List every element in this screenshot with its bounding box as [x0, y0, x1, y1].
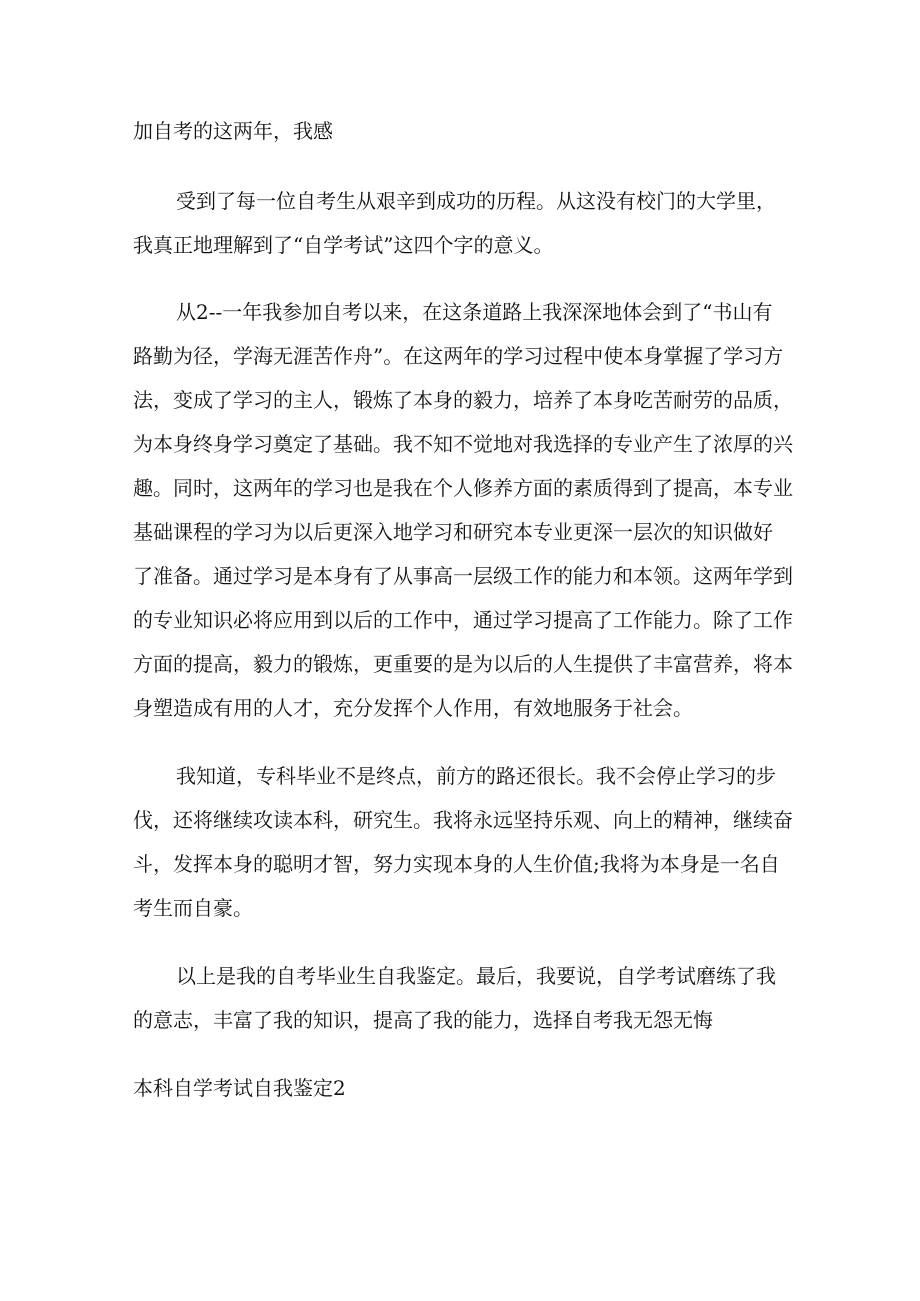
text-line: 伐，还将继续攻读本科，研究生。我将永远坚持乐观、向上的精神，继续奋: [133, 808, 793, 832]
text-line: 加自考的这两年，我感: [133, 119, 333, 143]
text-line: 了准备。通过学习是本身有了从事高一层级工作的能力和本领。这两年学到: [133, 564, 793, 588]
text-line: 的专业知识必将应用到以后的工作中，通过学习提高了工作能力。除了工作: [133, 608, 793, 632]
text-line: 从2--一年我参加自考以来，在这条道路上我深深地体会到了“书山有: [176, 300, 773, 324]
text-line: 受到了每一位自考生从艰辛到成功的历程。从这没有校门的大学里，: [176, 189, 776, 213]
text-line: 本科自学考试自我鉴定2: [133, 1076, 346, 1100]
text-line: 为本身终身学习奠定了基础。我不知不觉地对我选择的专业产生了浓厚的兴: [133, 432, 793, 456]
text-line: 的意志，丰富了我的知识，提高了我的能力，选择自考我无怨无悔: [133, 1008, 713, 1032]
text-line: 路勤为径，学海无涯苦作舟”。在这两年的学习过程中使本身掌握了学习方: [133, 344, 784, 368]
text-line: 趣。同时，这两年的学习也是我在个人修养方面的素质得到了提高，本专业: [133, 476, 793, 500]
text-line: 基础课程的学习为以后更深入地学习和研究本专业更深一层次的知识做好: [133, 520, 773, 544]
text-line: 斗，发挥本身的聪明才智，努力实现本身的人生价值;我将为本身是一名自: [133, 852, 780, 876]
text-line: 我知道，专科毕业不是终点，前方的路还很长。我不会停止学习的步: [176, 764, 776, 788]
text-line: 法，变成了学习的主人，锻炼了本身的毅力，培养了本身吃苦耐劳的品质，: [133, 388, 793, 412]
text-line: 身塑造成有用的人才，充分发挥个人作用，有效地服务于社会。: [133, 696, 693, 720]
text-line: 我真正地理解到了“自学考试”这四个字的意义。: [133, 233, 554, 257]
text-line: 方面的提高，毅力的锻炼，更重要的是为以后的人生提供了丰富营养，将本: [133, 652, 793, 676]
text-line: 以上是我的自考毕业生自我鉴定。最后，我要说，自学考试磨练了我: [176, 964, 776, 988]
text-line: 考生而自豪。: [133, 896, 253, 920]
